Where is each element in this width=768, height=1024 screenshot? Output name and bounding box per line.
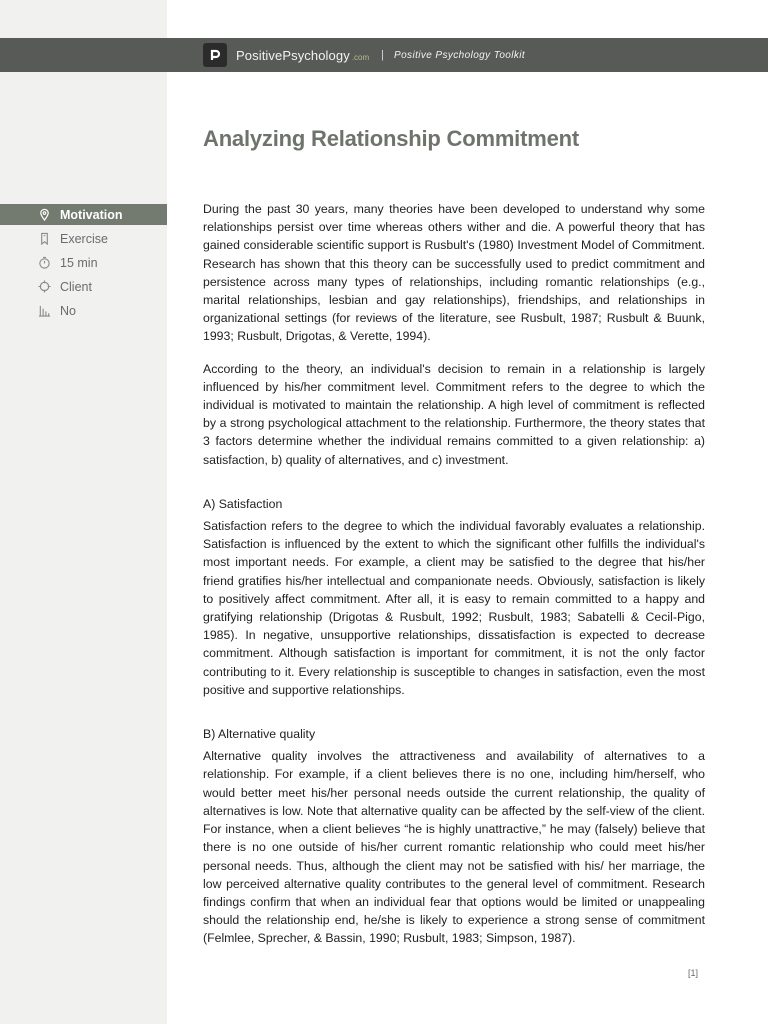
sidebar: [0, 0, 167, 1024]
brand-separator: |: [381, 49, 385, 61]
meta-item-scale: [0, 300, 167, 321]
meta-label: Client: [60, 279, 92, 294]
article-body: [203, 200, 705, 948]
meta-item-audience: [0, 276, 167, 297]
meta-item-exercise: [0, 228, 167, 249]
stopwatch-icon: [37, 256, 51, 270]
brand-name: PositivePsychology: [236, 47, 350, 63]
meta-item-motivation: [0, 204, 167, 225]
meta-label: 15 min: [60, 255, 98, 270]
section-b-heading: B) Alternative quality: [203, 727, 316, 742]
theory-paragraph: According to the theory, an individual's decision to remain in a relationship is largely influenced by his/her commitment level. Commitment refers to the degree to which the individual is motivated to maintain the relationship. A high level of commitment is reflected by a strong psychological attachment to the relationship. Furthermore, the theory states that 3 factors determine whether the individual remains committed to a given relationship: a) satisfaction, b) quality of alternatives, and c) investment.: [203, 361, 705, 467]
bookmark-icon: [37, 232, 51, 246]
brand-logo-icon: [203, 43, 227, 67]
bar-chart-icon: [37, 304, 51, 318]
section-a-heading: A) Satisfaction: [203, 496, 283, 511]
page-title: Analyzing Relationship Commitment: [203, 126, 579, 151]
brand-suffix: .com: [351, 52, 370, 62]
page-number: [1]: [687, 968, 698, 978]
toolkit-label: Positive Psychology Toolkit: [394, 49, 526, 61]
intro-paragraph: During the past 30 years, many theories have been developed to understand why some relationships persist over time whereas others wither and die. A powerful theory that has gained considerable scientific support is Rusbult's (1980) Investment Model of Commitment. Research has shown that this theory can be successfully used to predict commitment and persistence across many types of relationships, including romantic relationships (e.g., marital relationships, lesbian and gay relationships), friendships, and relationships in organizational settings (for reviews of the literature, see Rusbult, 1987; Rusbult & Buunk, 1993; Rusbult, Drigotas, & Verette, 1994).: [203, 202, 705, 344]
meta-item-duration: [0, 252, 167, 273]
meta-list: [0, 204, 167, 324]
brand: [203, 43, 525, 67]
meta-label: Exercise: [60, 231, 108, 246]
pin-icon: [37, 208, 51, 222]
meta-label: No: [60, 303, 76, 318]
section-b-paragraph: Alternative quality involves the attractiveness and availability of alternatives to a relationship. For example, if a client believes there is no one, including him/herself, who would better meet his/her personal needs outside the current relationship, the quality of alternatives is low. Note that alternative quality can be affected by the self-view of the client. For instance, when a client believes “he is highly unattractive,” he may (falsely) believe that there is no one outside of his/her current romantic relationship who could meet his/her personal needs. Thus, although the client may not be satisfied with his/ her marriage, the low perceived alternative quality contributes to the general level of commitment. Research findings confirm that when an individual fear that options would be limited or unappealing should the relationship end, he/she is likely to experience a strong sense of commitment (Felmlee, Sprecher, & Bassin, 1990; Rusbult, 1983; Simpson, 1987).: [203, 749, 705, 946]
crosshair-icon: [37, 280, 51, 294]
section-a-paragraph: Satisfaction refers to the degree to which the individual favorably evaluates a relationship. Satisfaction is influenced by the extent to which the significant other fulfills the individual's most important needs. For example, a client may be satisfied to the degree that his/her friend gratifies his/her intellectual and companionate needs. Obviously, satisfaction is likely to positively affect commitment. After all, it is easy to remain committed to a happy and gratifying relationship (Drigotas & Rusbult, 1992; Rusbult, 1983; Sabatelli & Cecil-Pigo, 1985). In negative, unsupportive relationships, dissatisfaction is expected to decrease commitment. Although satisfaction is important for commitment, it is not the only factor contributing to it. Every relationship is susceptible to changes in satisfaction, even the most positive and supportive relationships.: [203, 519, 705, 697]
meta-label: Motivation: [60, 207, 123, 222]
